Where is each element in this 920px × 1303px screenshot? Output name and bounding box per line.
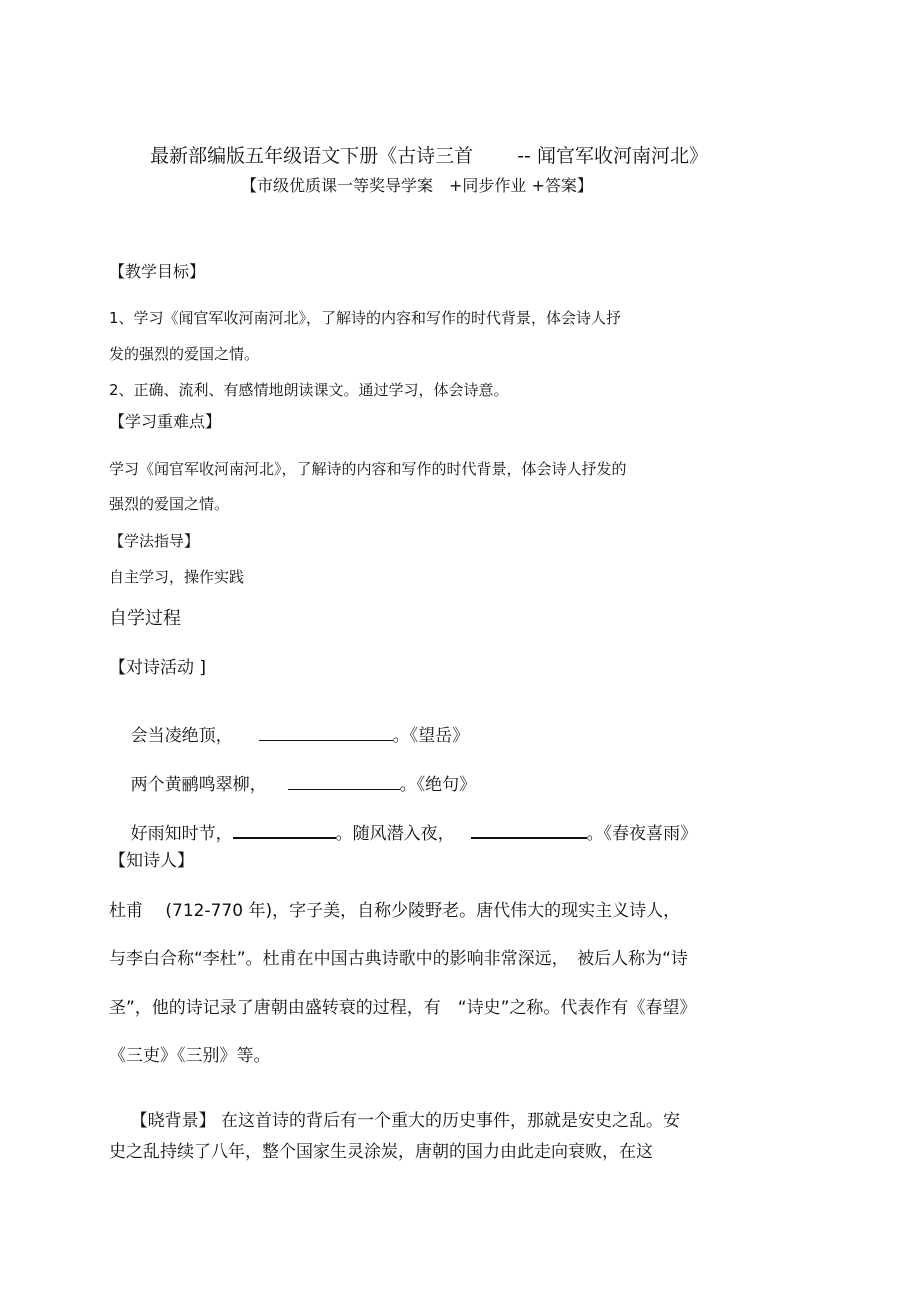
process-heading: 自学过程 — [109, 608, 181, 629]
question-3-suffix: 。《春夜喜雨》 — [586, 824, 698, 844]
poet-line-3: 圣”，他的诗记录了唐朝由盛转衰的过程，有 “诗史”之称。代表作有《春望》 — [109, 998, 697, 1018]
answer-blank-4[interactable] — [471, 823, 587, 839]
question-3-middle: 。随风潜入夜， — [335, 824, 455, 844]
method-heading: 【学法指导】 — [109, 532, 200, 550]
question-2 — [109, 758, 476, 811]
activity-heading: 【对诗活动 ] — [109, 658, 207, 678]
question-2-prefix: 两个黄鹂鸣翠柳， — [130, 775, 267, 795]
background-line-2: 史之乱持续了八年，整个国家生灵涂炭，唐朝的国力由此走向衰败，在这 — [109, 1142, 653, 1162]
question-2-suffix: 。《绝句》 — [399, 775, 477, 795]
poet-line-2: 与李白合称“李杜”。杜甫在中国古典诗歌中的影响非常深远， 被后人称为“诗 — [109, 949, 688, 969]
background-heading: 【晓背景】 — [130, 1111, 216, 1131]
document-subtitle: 【市级优质课一等奖导学案 +同步作业 +答案】 — [241, 176, 593, 195]
answer-blank-1[interactable] — [259, 726, 393, 741]
question-1-prefix: 会当凌绝顶， — [130, 726, 233, 746]
goal-1-line-1: 1、学习《闻官军收河南河北》，了解诗的内容和写作的时代背景，体会诗人抒 — [109, 309, 622, 327]
question-1-suffix: 。《望岳》 — [392, 726, 470, 746]
title-main: 最新部编版五年级语文下册《古诗三首 — [150, 145, 474, 167]
answer-blank-2[interactable] — [288, 775, 400, 790]
method-text: 自主学习，操作实践 — [109, 568, 245, 586]
goal-2: 2、正确、流利、有感情地朗读课文。通过学习，体会诗意。 — [109, 381, 509, 399]
answer-blank-3[interactable] — [233, 823, 336, 839]
question-3-prefix: 好雨知时节， — [130, 824, 233, 844]
poet-line-1: 杜甫 (712-770 年)，字子美，自称少陵野老。唐代伟大的现实主义诗人， — [109, 901, 681, 921]
key-points-line-1: 学习《闻官军收河南河北》，了解诗的内容和写作的时代背景，体会诗人抒发的 — [109, 460, 627, 478]
question-3 — [109, 806, 697, 860]
question-1 — [109, 709, 469, 762]
key-points-line-2: 强烈的爱国之情。 — [109, 495, 230, 513]
goal-1-line-2: 发的强烈的爱国之情。 — [109, 345, 260, 363]
goals-heading: 【教学目标】 — [109, 262, 206, 281]
background-line-1 — [109, 1096, 680, 1147]
key-points-heading: 【学习重难点】 — [109, 412, 222, 431]
title-poem: -- 闻官军收河南河北》 — [517, 145, 708, 167]
background-text-1: 在这首诗的背后有一个重大的历史事件，那就是安史之乱。安 — [215, 1111, 681, 1131]
poet-heading: 【知诗人】 — [109, 851, 194, 871]
poet-line-4: 《三吏》《三别》等。 — [109, 1046, 271, 1066]
